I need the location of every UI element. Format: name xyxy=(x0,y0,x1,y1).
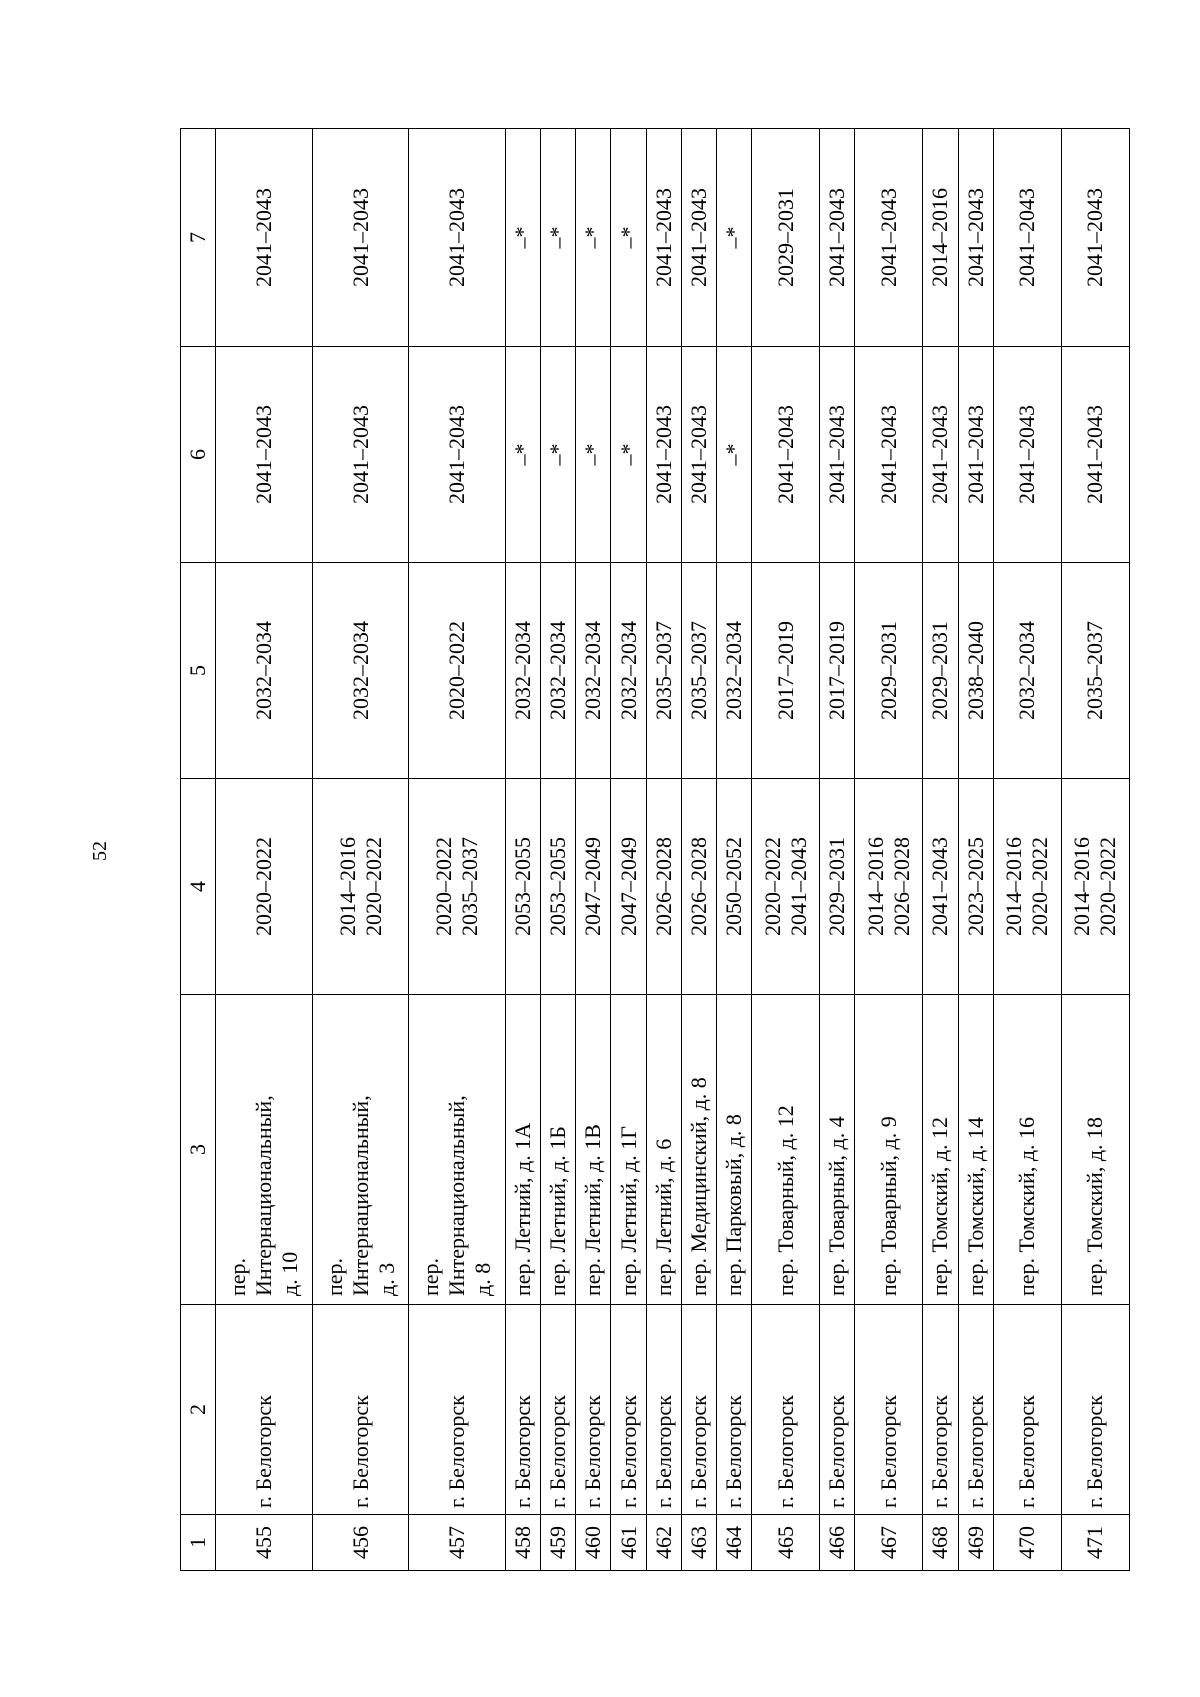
period-cell-7: 2041–2043 xyxy=(958,129,993,347)
city-cell: г. Белогорск xyxy=(576,1305,611,1515)
rotated-table-container xyxy=(180,129,1130,1571)
address-cell xyxy=(752,995,820,1305)
row-number-cell: 461 xyxy=(611,1515,646,1571)
period-cell-4 xyxy=(216,779,313,995)
page-number: 52 xyxy=(89,841,111,861)
period-cell-6: 2041–2043 xyxy=(1061,347,1129,563)
city-cell: г. Белогорск xyxy=(923,1305,958,1515)
period-line: 2047–2049 xyxy=(580,837,606,936)
address-cell xyxy=(1061,995,1129,1305)
address-cell xyxy=(923,995,958,1305)
period-cell-5: 2038–2040 xyxy=(958,563,993,779)
schedule-table xyxy=(180,128,1130,1571)
table-row xyxy=(1061,129,1129,1571)
address-cell xyxy=(958,995,993,1305)
period-line: 2014–2016 xyxy=(1069,837,1095,936)
row-number-cell: 466 xyxy=(820,1515,855,1571)
period-cell-4 xyxy=(312,779,409,995)
city-cell: г. Белогорск xyxy=(855,1305,923,1515)
city-cell: г. Белогорск xyxy=(681,1305,716,1515)
period-line: 2026–2028 xyxy=(888,837,914,936)
period-line: 2050–2052 xyxy=(720,837,746,936)
table-row xyxy=(820,129,855,1571)
address-line: Интернациональный, xyxy=(444,1095,470,1296)
period-cell-7: 2041–2043 xyxy=(409,129,506,347)
row-number-cell: 464 xyxy=(716,1515,751,1571)
period-cell-7: 2041–2043 xyxy=(312,129,409,347)
table-row xyxy=(506,129,541,1571)
address-cell xyxy=(611,995,646,1305)
period-line: 2041–2043 xyxy=(785,837,811,936)
period-line: 2020–2022 xyxy=(1095,837,1121,936)
period-cell-5: 2035–2037 xyxy=(646,563,681,779)
address-line: пер. Летний, д. 1А xyxy=(510,1122,536,1296)
address-cell xyxy=(576,995,611,1305)
row-number-cell: 465 xyxy=(752,1515,820,1571)
period-cell-6: 2041–2043 xyxy=(752,347,820,563)
address-line: пер. Томский, д. 14 xyxy=(962,1116,988,1296)
period-cell-5: 2032–2034 xyxy=(216,563,313,779)
address-cell xyxy=(216,995,313,1305)
period-cell-5: 2035–2037 xyxy=(681,563,716,779)
period-cell-5: 2032–2034 xyxy=(506,563,541,779)
city-cell: г. Белогорск xyxy=(1061,1305,1129,1515)
address-line: Интернациональный, xyxy=(347,1095,373,1296)
table-row xyxy=(923,129,958,1571)
address-cell xyxy=(855,995,923,1305)
period-cell-5: 2029–2031 xyxy=(855,563,923,779)
column-header: 7 xyxy=(181,129,216,347)
period-cell-5: 2017–2019 xyxy=(820,563,855,779)
row-number-cell: 467 xyxy=(855,1515,923,1571)
period-cell-4 xyxy=(993,779,1061,995)
address-line: пер. Летний, д. 1Б xyxy=(545,1126,571,1296)
period-cell-4 xyxy=(541,779,576,995)
period-cell-5: 2032–2034 xyxy=(611,563,646,779)
address-cell xyxy=(409,995,506,1305)
city-cell: г. Белогорск xyxy=(820,1305,855,1515)
period-cell-5: 2032–2034 xyxy=(993,563,1061,779)
row-number-cell: 459 xyxy=(541,1515,576,1571)
period-cell-6: 2041–2043 xyxy=(681,347,716,563)
period-cell-4 xyxy=(716,779,751,995)
period-cell-5: 2032–2034 xyxy=(716,563,751,779)
city-cell: г. Белогорск xyxy=(993,1305,1061,1515)
period-line: 2029–2031 xyxy=(824,837,850,936)
period-cell-5: 2032–2034 xyxy=(576,563,611,779)
period-cell-6: 2041–2043 xyxy=(646,347,681,563)
table-row xyxy=(855,129,923,1571)
period-cell-7: 2041–2043 xyxy=(993,129,1061,347)
address-line: пер. Летний, д. 1В xyxy=(580,1124,606,1296)
row-number-cell: 457 xyxy=(409,1515,506,1571)
table-row xyxy=(216,129,313,1571)
period-cell-6: 2041–2043 xyxy=(993,347,1061,563)
column-header: 6 xyxy=(181,347,216,563)
period-cell-6: 2041–2043 xyxy=(923,347,958,563)
period-cell-7: –* xyxy=(506,129,541,347)
period-cell-6: 2041–2043 xyxy=(855,347,923,563)
row-number-cell: 458 xyxy=(506,1515,541,1571)
period-line: 2047–2049 xyxy=(615,837,641,936)
period-cell-4 xyxy=(820,779,855,995)
period-line: 2026–2028 xyxy=(685,837,711,936)
address-line: д. 3 xyxy=(373,1262,399,1296)
period-cell-4 xyxy=(576,779,611,995)
city-cell: г. Белогорск xyxy=(409,1305,506,1515)
row-number-cell: 460 xyxy=(576,1515,611,1571)
column-header: 3 xyxy=(181,995,216,1305)
period-cell-6: –* xyxy=(611,347,646,563)
period-cell-7: 2041–2043 xyxy=(681,129,716,347)
table-row xyxy=(409,129,506,1571)
table-row xyxy=(993,129,1061,1571)
table-row xyxy=(681,129,716,1571)
address-line: пер. Парковый, д. 8 xyxy=(720,1114,746,1296)
period-cell-4 xyxy=(646,779,681,995)
row-number-cell: 455 xyxy=(216,1515,313,1571)
row-number-cell: 463 xyxy=(681,1515,716,1571)
period-cell-6: 2041–2043 xyxy=(216,347,313,563)
period-cell-5: 2029–2031 xyxy=(923,563,958,779)
period-line: 2020–2022 xyxy=(431,837,457,936)
row-number-cell: 468 xyxy=(923,1515,958,1571)
period-cell-4 xyxy=(855,779,923,995)
column-header: 5 xyxy=(181,563,216,779)
city-cell: г. Белогорск xyxy=(716,1305,751,1515)
period-cell-4 xyxy=(958,779,993,995)
period-cell-7: 2041–2043 xyxy=(1061,129,1129,347)
city-cell: г. Белогорск xyxy=(611,1305,646,1515)
header-row xyxy=(181,129,216,1571)
address-line: пер. Товарный, д. 9 xyxy=(875,1116,901,1296)
period-line: 2053–2055 xyxy=(510,837,536,936)
row-number-cell: 471 xyxy=(1061,1515,1129,1571)
period-line: 2014–2016 xyxy=(334,837,360,936)
period-cell-5: 2017–2019 xyxy=(752,563,820,779)
period-cell-4 xyxy=(506,779,541,995)
city-cell: г. Белогорск xyxy=(646,1305,681,1515)
period-cell-6: –* xyxy=(716,347,751,563)
period-cell-6: 2041–2043 xyxy=(958,347,993,563)
column-header: 4 xyxy=(181,779,216,995)
row-number-cell: 456 xyxy=(312,1515,409,1571)
period-line: 2020–2022 xyxy=(759,837,785,936)
city-cell: г. Белогорск xyxy=(958,1305,993,1515)
city-cell: г. Белогорск xyxy=(312,1305,409,1515)
period-cell-7: –* xyxy=(611,129,646,347)
period-cell-7: 2029–2031 xyxy=(752,129,820,347)
period-cell-5: 2020–2022 xyxy=(409,563,506,779)
city-cell: г. Белогорск xyxy=(216,1305,313,1515)
period-cell-4 xyxy=(923,779,958,995)
period-line: 2026–2028 xyxy=(650,837,676,936)
table-row xyxy=(576,129,611,1571)
address-line: пер. Товарный, д. 4 xyxy=(824,1116,850,1296)
period-cell-7: 2041–2043 xyxy=(646,129,681,347)
city-cell: г. Белогорск xyxy=(541,1305,576,1515)
address-line: пер. xyxy=(224,1257,250,1296)
address-cell xyxy=(312,995,409,1305)
period-cell-6: –* xyxy=(541,347,576,563)
period-cell-4 xyxy=(611,779,646,995)
address-line: пер. Летний, д. 1Г xyxy=(615,1126,641,1296)
period-cell-7: –* xyxy=(716,129,751,347)
period-cell-7: –* xyxy=(541,129,576,347)
period-line: 2020–2022 xyxy=(250,837,276,936)
period-cell-7: 2041–2043 xyxy=(855,129,923,347)
table-row xyxy=(752,129,820,1571)
period-line: 2014–2016 xyxy=(862,837,888,936)
period-cell-4 xyxy=(681,779,716,995)
table-row xyxy=(611,129,646,1571)
period-cell-4 xyxy=(409,779,506,995)
period-cell-6: 2041–2043 xyxy=(409,347,506,563)
period-cell-6: –* xyxy=(506,347,541,563)
address-cell xyxy=(681,995,716,1305)
table-row xyxy=(716,129,751,1571)
period-line: 2023–2025 xyxy=(962,837,988,936)
period-line: 2020–2022 xyxy=(360,837,386,936)
table-row xyxy=(312,129,409,1571)
address-cell xyxy=(646,995,681,1305)
row-number-cell: 469 xyxy=(958,1515,993,1571)
period-cell-4 xyxy=(1061,779,1129,995)
period-cell-7: 2041–2043 xyxy=(820,129,855,347)
period-line: 2020–2022 xyxy=(1027,837,1053,936)
address-cell xyxy=(506,995,541,1305)
address-line: Интернациональный, xyxy=(250,1095,276,1296)
column-header: 2 xyxy=(181,1305,216,1515)
city-cell: г. Белогорск xyxy=(752,1305,820,1515)
period-cell-6: –* xyxy=(576,347,611,563)
period-line: 2014–2016 xyxy=(1001,837,1027,936)
address-line: д. 10 xyxy=(276,1251,302,1296)
period-cell-4 xyxy=(752,779,820,995)
address-line: пер. xyxy=(418,1257,444,1296)
address-cell xyxy=(541,995,576,1305)
row-number-cell: 470 xyxy=(993,1515,1061,1571)
period-cell-5: 2032–2034 xyxy=(541,563,576,779)
address-line: пер. Томский, д. 12 xyxy=(927,1116,953,1296)
row-number-cell: 462 xyxy=(646,1515,681,1571)
period-line: 2041–2043 xyxy=(927,837,953,936)
period-cell-6: 2041–2043 xyxy=(312,347,409,563)
period-cell-7: 2014–2016 xyxy=(923,129,958,347)
period-line: 2035–2037 xyxy=(457,837,483,936)
period-cell-7: 2041–2043 xyxy=(216,129,313,347)
address-line: пер. Томский, д. 16 xyxy=(1014,1116,1040,1296)
period-line: 2053–2055 xyxy=(545,837,571,936)
address-line: пер. Медицинский, д. 8 xyxy=(685,1077,711,1296)
table-row xyxy=(541,129,576,1571)
address-line: д. 8 xyxy=(470,1262,496,1296)
table-row xyxy=(958,129,993,1571)
address-line: пер. Летний, д. 6 xyxy=(650,1138,676,1296)
city-cell: г. Белогорск xyxy=(506,1305,541,1515)
address-line: пер. Товарный, д. 12 xyxy=(772,1105,798,1296)
column-header: 1 xyxy=(181,1515,216,1571)
address-line: пер. Томский, д. 18 xyxy=(1082,1116,1108,1296)
period-cell-6: 2041–2043 xyxy=(820,347,855,563)
address-line: пер. xyxy=(321,1257,347,1296)
period-cell-5: 2032–2034 xyxy=(312,563,409,779)
period-cell-5: 2035–2037 xyxy=(1061,563,1129,779)
address-cell xyxy=(820,995,855,1305)
table-row xyxy=(646,129,681,1571)
address-cell xyxy=(993,995,1061,1305)
period-cell-7: –* xyxy=(576,129,611,347)
address-cell xyxy=(716,995,751,1305)
